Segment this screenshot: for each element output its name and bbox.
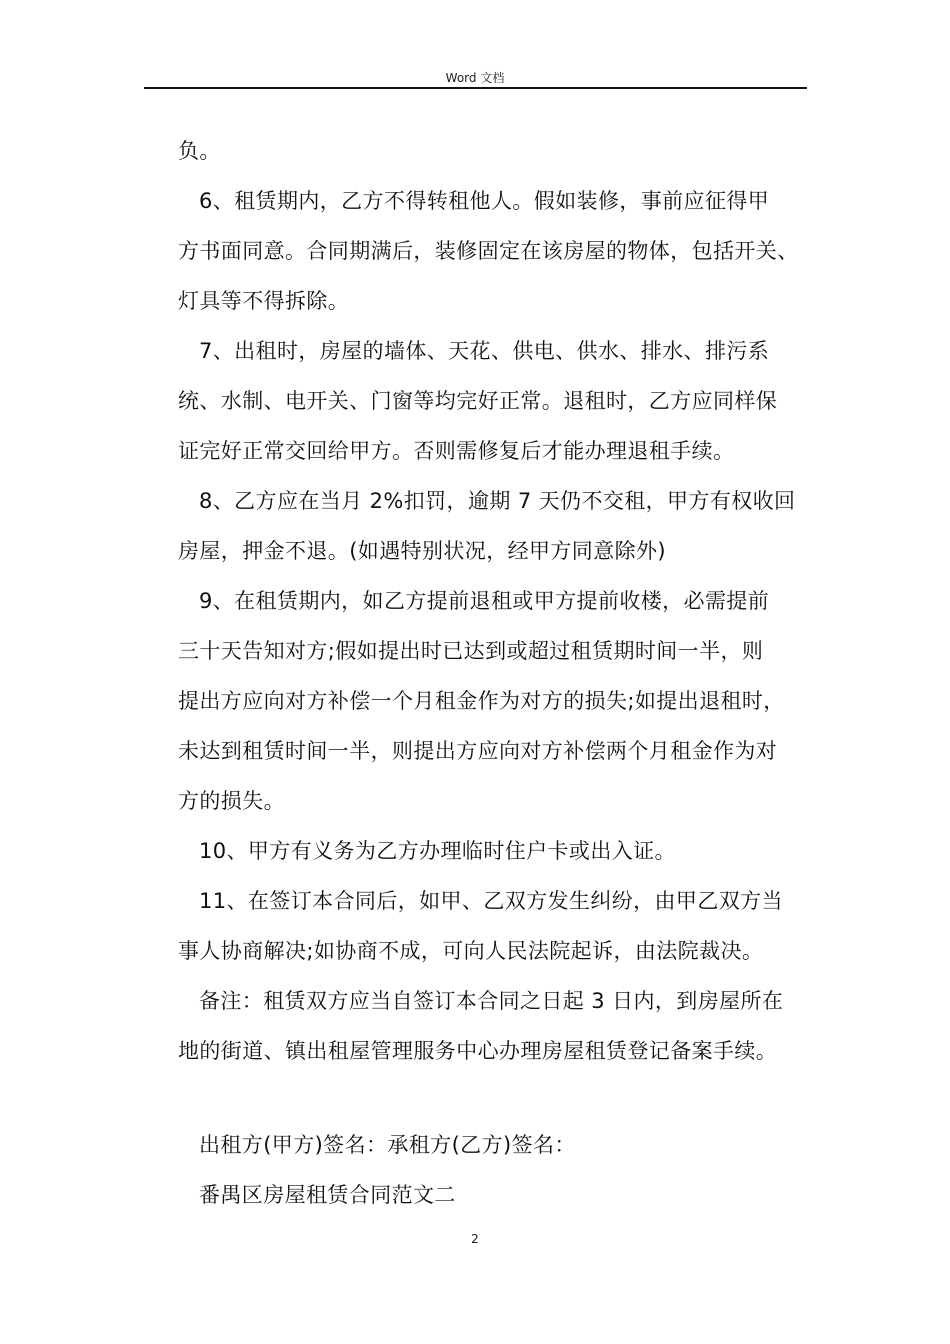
text-line: 统、水制、电开关、门窗等均完好正常。退租时，乙方应同样保 — [178, 389, 778, 413]
text-line: 8、乙方应在当月 2%扣罚，逾期 7 天仍不交租，甲方有权收回 — [199, 489, 796, 513]
text-line: 10、甲方有义务为乙方办理临时住户卡或出入证。 — [199, 839, 676, 863]
page-number: 2 — [471, 1232, 479, 1246]
text-line: 负。 — [178, 139, 221, 163]
text-line: 9、在租赁期内，如乙方提前退租或甲方提前收楼，必需提前 — [199, 589, 770, 613]
page-header: Word 文档 — [445, 71, 505, 85]
signature-line: 出租方(甲方)签名：承租方(乙方)签名： — [199, 1133, 576, 1157]
text-line: 备注：租赁双方应当自签订本合同之日起 3 日内，到房屋所在 — [199, 989, 784, 1013]
text-line: 三十天告知对方;假如提出时已达到或超过租赁期时间一半，则 — [178, 639, 764, 663]
text-line: 事人协商解决;如协商不成，可向人民法院起诉，由法院裁决。 — [178, 939, 764, 963]
text-line: 方书面同意。合同期满后，装修固定在该房屋的物体，包括开关、 — [178, 239, 799, 263]
text-line: 7、出租时，房屋的墙体、天花、供电、供水、排水、排污系 — [199, 339, 770, 363]
header-rule — [144, 87, 807, 89]
text-line: 方的损失。 — [178, 789, 285, 813]
text-line: 灯具等不得拆除。 — [178, 289, 350, 313]
text-line: 证完好正常交回给甲方。否则需修复后才能办理退租手续。 — [178, 439, 735, 463]
text-line: 房屋，押金不退。(如遇特别状况，经甲方同意除外) — [178, 539, 666, 563]
text-line: 地的街道、镇出租屋管理服务中心办理房屋租赁登记备案手续。 — [178, 1039, 778, 1063]
section-title: 番禺区房屋租赁合同范文二 — [199, 1183, 456, 1207]
text-line: 未达到租赁时间一半，则提出方应向对方补偿两个月租金作为对 — [178, 739, 778, 763]
text-line: 6、租赁期内，乙方不得转租他人。假如装修，事前应征得甲 — [199, 189, 770, 213]
text-line: 11、在签订本合同后，如甲、乙双方发生纠纷，由甲乙双方当 — [199, 889, 783, 913]
text-line: 提出方应向对方补偿一个月租金作为对方的损失;如提出退租时， — [178, 689, 785, 713]
